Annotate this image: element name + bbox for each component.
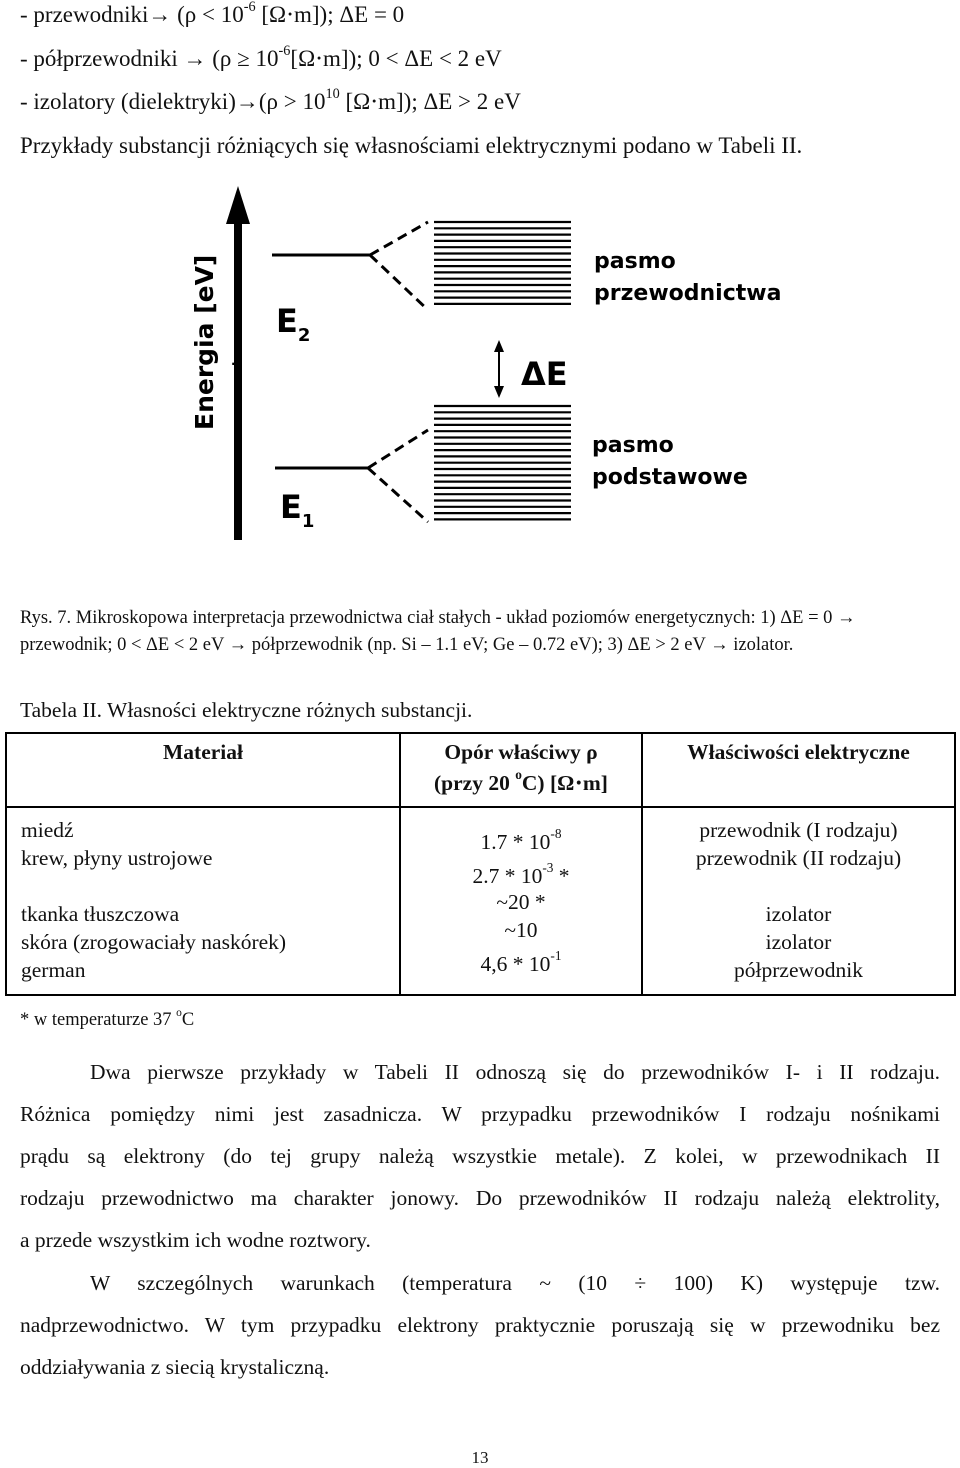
energy-axis xyxy=(234,220,242,540)
material-item: german xyxy=(21,958,86,982)
right-arrow-icon: → xyxy=(148,2,172,27)
intro-line-table-reference: Przykłady substancji różniących się własnościami elektrycznymi podano w Tabeli II. xyxy=(20,133,803,158)
delta-e-label: ΔE xyxy=(521,355,568,393)
properties-cell xyxy=(642,807,955,995)
resistivity-value: ~10 xyxy=(504,918,538,942)
resistivity-value: $1.7 * 10^{-8}$ xyxy=(480,826,562,854)
e2-label: $E_2$ xyxy=(276,302,311,346)
energy-axis-label: Energia [eV] xyxy=(190,254,219,430)
property-item: przewodnik (II rodzaju) xyxy=(695,846,902,870)
table-header-row xyxy=(6,733,955,807)
material-item: tkanka tłuszczowa xyxy=(21,902,180,926)
valence-band-lines xyxy=(434,406,571,519)
valence-band-label-2: podstawowe xyxy=(592,465,748,490)
material-item: miedź xyxy=(21,818,74,842)
property-item xyxy=(643,872,954,900)
paragraph-conductors: Dwa pierwsze przykłady w Tabeli II odnoszą się do przewodników I- i II rodzaju. Różnica pomiędzy nimi jest zasadnicza. W przypadku przewodników I rodzaju nośnikami prądu są elektrony (do tej grupy należą wszystkie metale). Z kolei, w przewodnikach II rodzaju przewodnictwo ma charakter jonowy. Do przewodników II rodzaju należą elektrolity, a przede wszystkim ich wodne roztwory. xyxy=(20,1060,940,1252)
energy-band-diagram xyxy=(0,180,960,540)
intro-line-insulators: - izolatory (dielektryki)→(ρ > $10^{10}$ [Ω⋅m]); ΔE > 2 eV xyxy=(20,85,521,114)
figure-caption-line-2: przewodnik; 0 < ΔE < 2 eV → półprzewodnik (np. Si – 1.1 eV; Ge – 0.72 eV); 3) ΔE > 2 eV → izolator. xyxy=(20,635,794,655)
right-arrow-icon: → xyxy=(228,635,248,655)
property-item: półprzewodnik xyxy=(734,958,863,982)
e2-split-upper xyxy=(370,222,428,255)
material-item: skóra (zrogowaciały naskórek) xyxy=(21,930,287,954)
properties-table xyxy=(5,732,956,996)
resistivity-cell xyxy=(400,807,642,995)
axis-arrow-head-icon xyxy=(226,186,250,224)
property-item: izolator xyxy=(765,902,832,926)
valence-band-label-1: pasmo xyxy=(592,433,674,458)
property-item: przewodnik (I rodzaju) xyxy=(699,818,898,842)
gap-arrow-up-icon xyxy=(494,340,504,352)
material-item: krew, płyny ustrojowe xyxy=(21,846,213,870)
header-resistivity: Opór właściwy ρ (przy 20 $^o$C) [Ω⋅m] xyxy=(400,733,642,807)
right-arrow-icon: → xyxy=(183,46,207,71)
e1-split-lower xyxy=(368,468,428,522)
header-material: Materiał xyxy=(6,733,400,807)
materials-cell xyxy=(6,807,400,995)
resistivity-value: $4,6 * 10^{-1}$ xyxy=(480,948,562,976)
conduction-band-label-1: pasmo xyxy=(594,249,676,274)
intro-line-semiconductors: - półprzewodniki → $(\rho \ge 10^{-6}[\Omega\cdot m])$; 0 < ΔE < 2 eV xyxy=(20,42,502,71)
svg-text:.: . xyxy=(231,354,236,368)
figure-caption-line-1: Rys. 7. Mikroskopowa interpretacja przewodnictwa ciał stałych - układ poziomów energetycznych: 1) ΔE = 0 → xyxy=(20,608,856,628)
resistivity-value: ~20 * xyxy=(496,890,546,914)
table-body-row xyxy=(6,807,955,995)
page-number: 13 xyxy=(471,1448,489,1467)
e2-split-lower xyxy=(370,255,428,310)
table-footnote: * w temperaturze 37 $^o$C xyxy=(20,1006,195,1030)
gap-arrow-down-icon xyxy=(494,386,504,398)
paragraph-superconductivity: W szczególnych warunkach (temperatura ~ (10 ÷ 100) K) występuje tzw. nadprzewodnictwo. W tym przypadku elektrony praktycznie poruszają się w przewodniku bez oddziaływania z siecią krystaliczną. xyxy=(20,1271,940,1379)
conduction-band-lines xyxy=(434,222,571,304)
header-properties: Właściwości elektryczne xyxy=(642,733,955,807)
property-item: izolator xyxy=(765,930,832,954)
table-title: Tabela II. Własności elektryczne różnych substancji. xyxy=(20,698,473,722)
material-item xyxy=(21,872,399,900)
e1-label: $E_1$ xyxy=(280,488,315,532)
right-arrow-icon: → xyxy=(710,635,729,655)
right-arrow-icon: → xyxy=(837,608,856,628)
conduction-band-label-2: przewodnictwa xyxy=(594,281,782,306)
intro-line-conductors: - przewodniki→ ($\rho < 10^{-6}$ [Ω⋅m]); ΔE = 0 xyxy=(20,0,405,27)
e1-split-upper xyxy=(368,430,428,468)
resistivity-value: $2.7 * 10^{-3}$ * xyxy=(472,860,570,888)
right-arrow-icon: → xyxy=(235,89,259,114)
